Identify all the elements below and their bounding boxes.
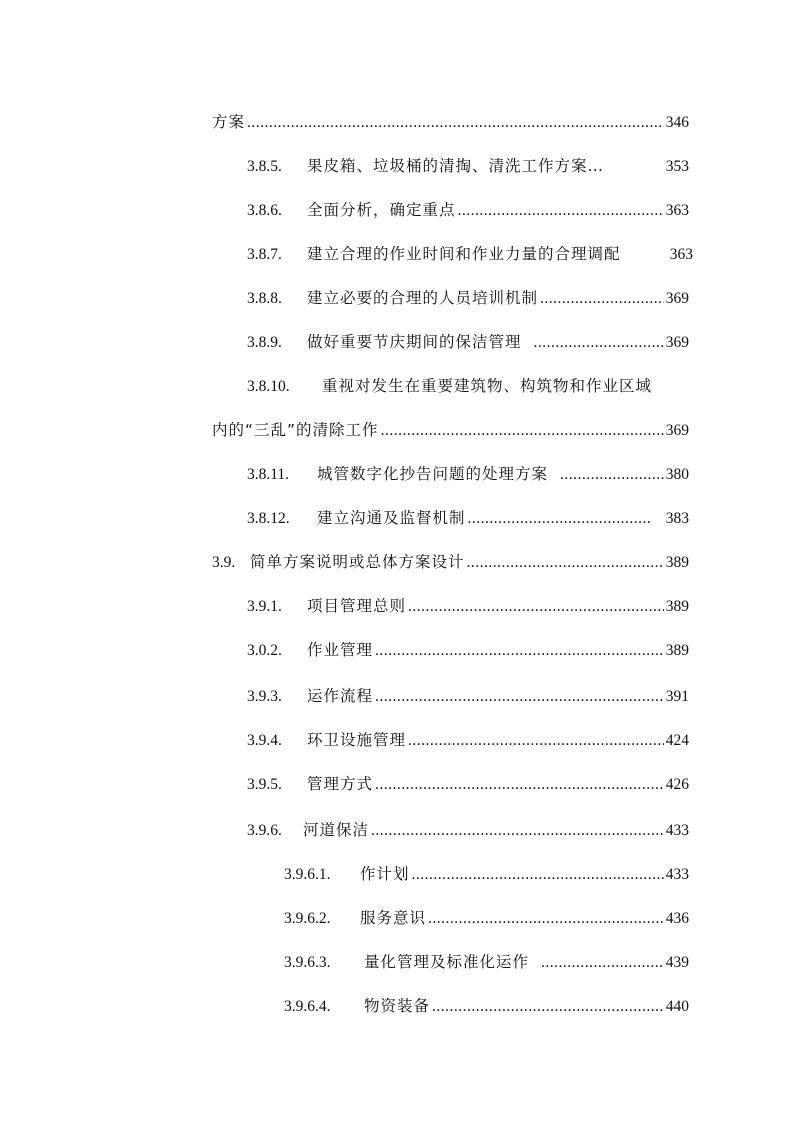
toc-entry[interactable]: [284, 908, 689, 929]
toc-entry-title: 项目管理总则: [307, 597, 407, 615]
toc-leader-dots: [412, 865, 664, 885]
toc-entry[interactable]: [247, 288, 689, 309]
toc-entry[interactable]: [212, 552, 689, 573]
toc-leader-dots: [560, 465, 664, 485]
toc-entry-page: 389: [665, 554, 689, 571]
toc-entry-page: 363: [665, 202, 689, 219]
toc-entry-number: 3.9.6.4.: [284, 998, 331, 1015]
toc-entry-page: 346: [665, 114, 689, 131]
toc-entry-page: 424: [665, 732, 689, 749]
toc-leader-dots: [408, 597, 664, 617]
toc-entry-title: 全面分析，确定重点: [307, 201, 456, 219]
toc-entry[interactable]: [247, 508, 689, 529]
toc-entry-title: 重视对发生在重要建筑物、构筑物和作业区域: [322, 377, 653, 395]
toc-leader-dots: [468, 509, 652, 529]
toc-entry-page: 353: [665, 158, 689, 175]
toc-entry-title: 作业管理: [307, 641, 374, 659]
toc-entry[interactable]: [247, 820, 689, 841]
toc-entry-title: 管理方式: [307, 775, 374, 793]
toc-entry-number: 3.9.6.: [247, 822, 282, 839]
toc-entry-title: 量化管理及标准化运作: [364, 953, 530, 971]
toc-entry[interactable]: [284, 996, 689, 1017]
toc-entry-page: 440: [665, 998, 689, 1015]
toc-entry-number: 3.0.2.: [247, 642, 282, 659]
toc-entry-title: 建立合理的作业时间和作业力量的合理调配: [307, 245, 621, 263]
toc-entry[interactable]: [247, 774, 689, 795]
toc-entry-number: 3.8.10.: [247, 378, 290, 395]
toc-leader-dots: [534, 333, 664, 353]
toc-entry-title: 环卫设施管理: [307, 731, 407, 749]
toc-entry-page: 380: [665, 466, 689, 483]
toc-leader-dots: [375, 687, 664, 707]
toc-entry-number: 3.8.7.: [247, 246, 282, 263]
toc-leader-dots: [408, 731, 664, 751]
toc-entry-page: 369: [665, 334, 689, 351]
toc-leader-dots: [381, 421, 664, 441]
toc-entry-title: 作计划: [360, 865, 410, 883]
toc-entry-number: 3.9.6.3.: [284, 954, 331, 971]
toc-entry-number: 3.9.3.: [247, 688, 282, 705]
toc-entry-page: 433: [665, 822, 689, 839]
toc-entry-page: 433: [665, 866, 689, 883]
toc-entry-number: 3.8.5.: [247, 158, 282, 175]
toc-entry[interactable]: [247, 200, 689, 221]
toc-entry-number: 3.9.5.: [247, 776, 282, 793]
toc-entry-page: 369: [665, 422, 689, 439]
toc-entry-page: 389: [665, 642, 689, 659]
toc-entry-number: 3.9.: [212, 554, 236, 571]
toc-entry[interactable]: [247, 640, 689, 661]
toc-entry-page: 436: [665, 910, 689, 927]
toc-entry[interactable]: [212, 420, 689, 441]
toc-entry-title: 果皮箱、垃圾桶的清掏、清洗工作方案…: [307, 157, 605, 175]
toc-leader-dots: [371, 821, 664, 841]
toc-entry-page: 389: [665, 598, 689, 615]
toc-entry-number: 3.8.6.: [247, 202, 282, 219]
toc-entry-title: 运作流程: [307, 687, 374, 705]
toc-entry[interactable]: [247, 596, 689, 617]
toc-entry-title: 河道保洁: [303, 821, 370, 839]
toc-entry-number: 3.9.6.2.: [284, 910, 331, 927]
toc-entry-page: 439: [665, 954, 689, 971]
toc-entry-page: 369: [665, 290, 689, 307]
toc-entry[interactable]: [247, 376, 689, 397]
toc-entry[interactable]: [212, 112, 689, 133]
toc-entry[interactable]: [247, 686, 689, 707]
toc-entry-title: 服务意识: [360, 909, 427, 927]
toc-entry-title: 物资装备: [364, 997, 431, 1015]
toc-leader-dots: [247, 113, 664, 133]
toc-entry-page: 391: [665, 688, 689, 705]
toc-entry[interactable]: [284, 952, 689, 973]
toc-entry-title: 做好重要节庆期间的保洁管理: [307, 333, 522, 351]
toc-leader-dots: [432, 997, 664, 1017]
toc-leader-dots: [428, 909, 664, 929]
toc-entry-number: 3.8.11.: [247, 466, 290, 483]
toc-entry-title: 建立沟通及监督机制: [317, 509, 466, 527]
toc-leader-dots: [467, 553, 664, 573]
toc-entry-number: 3.9.4.: [247, 732, 282, 749]
toc-entry-number: 3.8.9.: [247, 334, 282, 351]
toc-leader-dots: [540, 289, 664, 309]
toc-entry[interactable]: [247, 730, 689, 751]
toc-entry-page: 383: [665, 510, 689, 527]
toc-entry-number: 3.9.6.1.: [284, 866, 331, 883]
toc-entry-number: 3.8.8.: [247, 290, 282, 307]
toc-entry-title: 城管数字化抄告问题的处理方案: [317, 465, 549, 483]
toc-entry-number: 3.9.1.: [247, 598, 282, 615]
toc-entry-title: 内的“三乱”的清除工作: [212, 421, 379, 439]
toc-entry[interactable]: [247, 332, 689, 353]
toc-entry[interactable]: [247, 156, 689, 177]
toc-entry-page: 426: [665, 776, 689, 793]
toc-entry-number: 3.8.12.: [247, 510, 290, 527]
toc-entry-title: 方案: [212, 113, 246, 131]
toc-entry[interactable]: [247, 244, 693, 265]
toc-entry[interactable]: [284, 864, 689, 885]
toc-entry[interactable]: [247, 464, 689, 485]
toc-leader-dots: [458, 201, 664, 221]
toc-leader-dots: [375, 641, 664, 661]
toc-entry-title: 建立必要的合理的人员培训机制: [307, 289, 539, 307]
toc-leader-dots: [541, 953, 664, 973]
toc-entry-title: 简单方案说明或总体方案设计: [250, 553, 465, 571]
toc-leader-dots: [375, 775, 664, 795]
toc-entry-page: 363: [669, 246, 693, 263]
